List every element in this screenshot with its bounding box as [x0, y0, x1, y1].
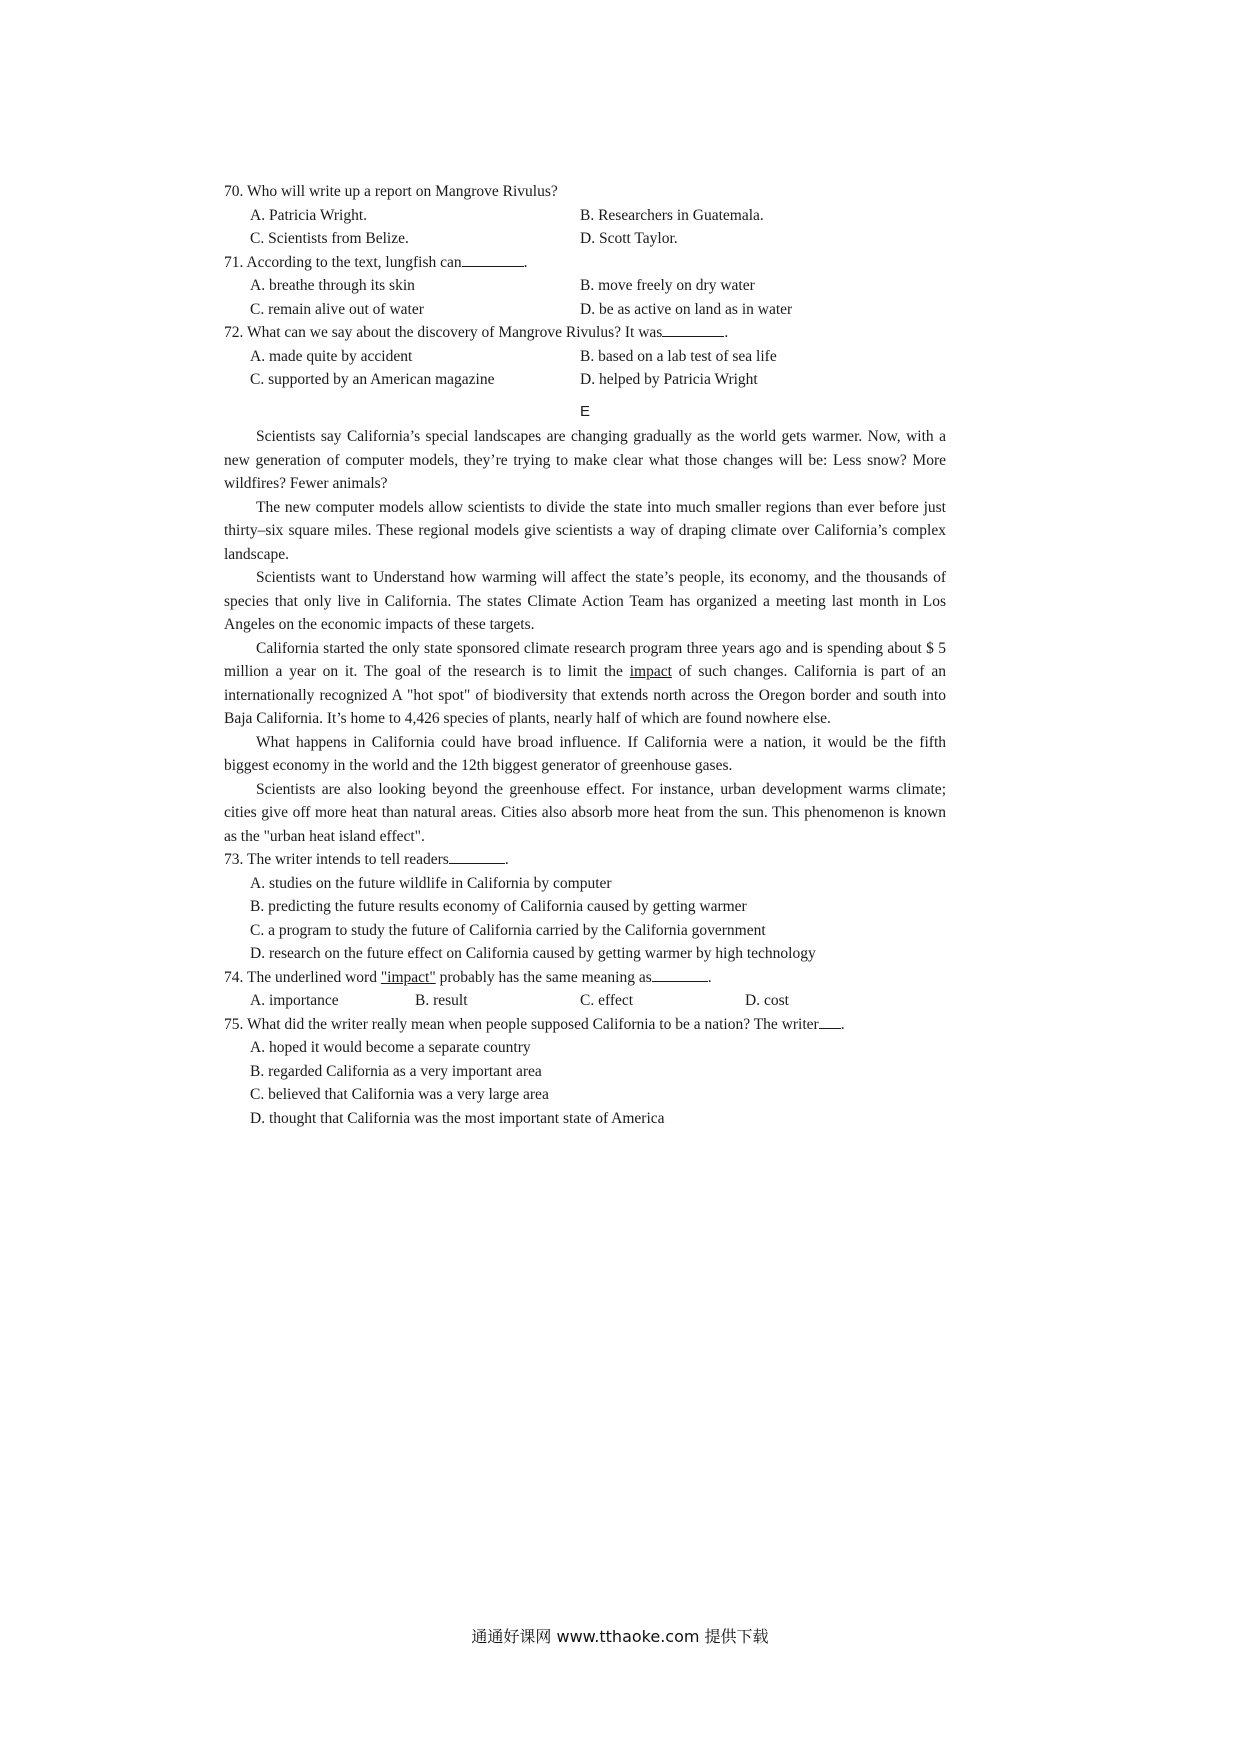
option-c: C. Scientists from Belize.	[250, 230, 409, 247]
section-title: E	[579, 402, 590, 420]
option-d: D. be as active on land as in water	[580, 300, 793, 318]
question-70	[224, 180, 946, 251]
paragraph-1: Scientists say California’s special landscapes are changing gradually as the world gets warmer. Now, with a new generation of computer models, they’re trying to make clear what those changes will be: Less snow? More wildfires? Fewer animals?	[224, 428, 946, 492]
paragraph-6: Scientists are also looking beyond the greenhouse effect. For instance, urban development warms climate; cities give off more heat than natural areas. Cities also absorb more heat from the sun. This phenomenon is known as the "urban heat island effect".	[224, 780, 946, 845]
options	[224, 204, 946, 251]
underlined-word: "impact"	[380, 968, 436, 986]
option-a: A. studies on the future wildlife in California by computer	[250, 874, 612, 892]
options	[224, 345, 946, 392]
option-b: B. move freely on dry water	[580, 277, 755, 294]
option-a: A. made quite by accident	[250, 347, 413, 365]
stem-text: 72. What can we say about the discovery of Mangrove Rivulus? It was	[224, 324, 663, 341]
stem-end: .	[523, 253, 528, 271]
option-a: A. importance	[250, 992, 339, 1009]
option-d: D. helped by Patricia Wright	[580, 371, 758, 388]
options	[224, 1036, 946, 1130]
exam-content	[224, 180, 946, 1130]
stem-text: 73. The writer intends to tell readers	[224, 851, 449, 868]
stem-end: .	[504, 851, 509, 868]
option-b: B. based on a lab test of sea life	[580, 347, 777, 365]
option-d: D. research on the future effect on California caused by getting warmer by high technology	[250, 945, 816, 962]
question-72	[224, 321, 946, 392]
options	[224, 274, 946, 321]
question-stem: 70. Who will write up a report on Mangrove Rivulus?	[224, 183, 558, 200]
answer-blank	[462, 252, 524, 267]
stem-text: 71. According to the text, lungfish can	[224, 253, 462, 271]
paragraph-text: of such changes. California is part of an internationally recognized A "hot spot" of biodiversity that extends north across the Oregon border and south into Baja California. It’s home to 4,426 species of plants, nearly half of which are found nowhere else.	[224, 663, 946, 727]
option-a: A. hoped it would become a separate country	[250, 1039, 531, 1056]
stem-end: .	[707, 968, 712, 986]
underlined-word: impact	[629, 663, 672, 680]
option-c: C. a program to study the future of California carried by the California government	[250, 921, 766, 939]
question-71	[224, 251, 946, 322]
question-73	[224, 848, 946, 966]
passage-e	[224, 400, 946, 849]
option-b: B. regarded California as a very important area	[250, 1062, 542, 1080]
answer-blank	[662, 322, 724, 337]
question-stem	[224, 966, 946, 990]
question-stem	[224, 848, 946, 872]
stem-end: .	[724, 324, 729, 341]
options	[224, 989, 946, 1013]
option-c: C. believed that California was a very large area	[250, 1086, 549, 1103]
option-b: B. predicting the future results economy of California caused by getting warmer	[250, 898, 747, 915]
paragraph-3: Scientists want to Understand how warming will affect the state’s people, its economy, and the thousands of species that only live in California. The states Climate Action Team has organized a meeting last month in Los Angeles on the economic impacts of these targets.	[224, 569, 946, 633]
option-b: B. result	[415, 992, 468, 1009]
stem-end: .	[840, 1015, 845, 1033]
option-a: A. Patricia Wright.	[250, 206, 368, 224]
question-stem	[224, 251, 946, 275]
paragraph-text: California started the only state sponsored climate research program three years ago and is spending about $ 5 million a year on it. The goal of the research is to limit the	[224, 639, 946, 680]
question-stem	[224, 321, 946, 345]
option-d: D. Scott Taylor.	[580, 230, 678, 247]
option-c: C. remain alive out of water	[250, 300, 424, 318]
paragraph-4	[224, 637, 946, 731]
answer-blank	[652, 967, 708, 982]
answer-blank	[449, 849, 505, 864]
question-74	[224, 966, 946, 1013]
option-c: C. effect	[580, 992, 634, 1009]
stem-text: 75. What did the writer really mean when people supposed California to be a nation? The writer	[224, 1015, 819, 1033]
page-footer: 通通好课网 www.tthaoke.com 提供下载	[471, 1627, 769, 1646]
stem-text: probably has the same meaning as	[435, 968, 652, 986]
paragraph-5: What happens in California could have broad influence. If California were a nation, it would be the fifth biggest economy in the world and the 12th biggest generator of greenhouse gases.	[224, 733, 946, 774]
option-b: B. Researchers in Guatemala.	[580, 206, 764, 224]
options	[224, 872, 946, 966]
option-c: C. supported by an American magazine	[250, 371, 495, 388]
question-75	[224, 1013, 946, 1131]
question-stem	[224, 1013, 946, 1037]
answer-blank	[819, 1014, 841, 1029]
option-d: D. cost	[745, 992, 789, 1009]
paragraph-2: The new computer models allow scientists to divide the state into much smaller regions than ever before just thirty–six square miles. These regional models give scientists a way of draping climate over California’s complex landscape.	[224, 498, 946, 563]
stem-text: 74. The underlined word	[224, 968, 381, 986]
option-a: A. breathe through its skin	[250, 277, 415, 294]
option-d: D. thought that California was the most important state of America	[250, 1109, 665, 1127]
